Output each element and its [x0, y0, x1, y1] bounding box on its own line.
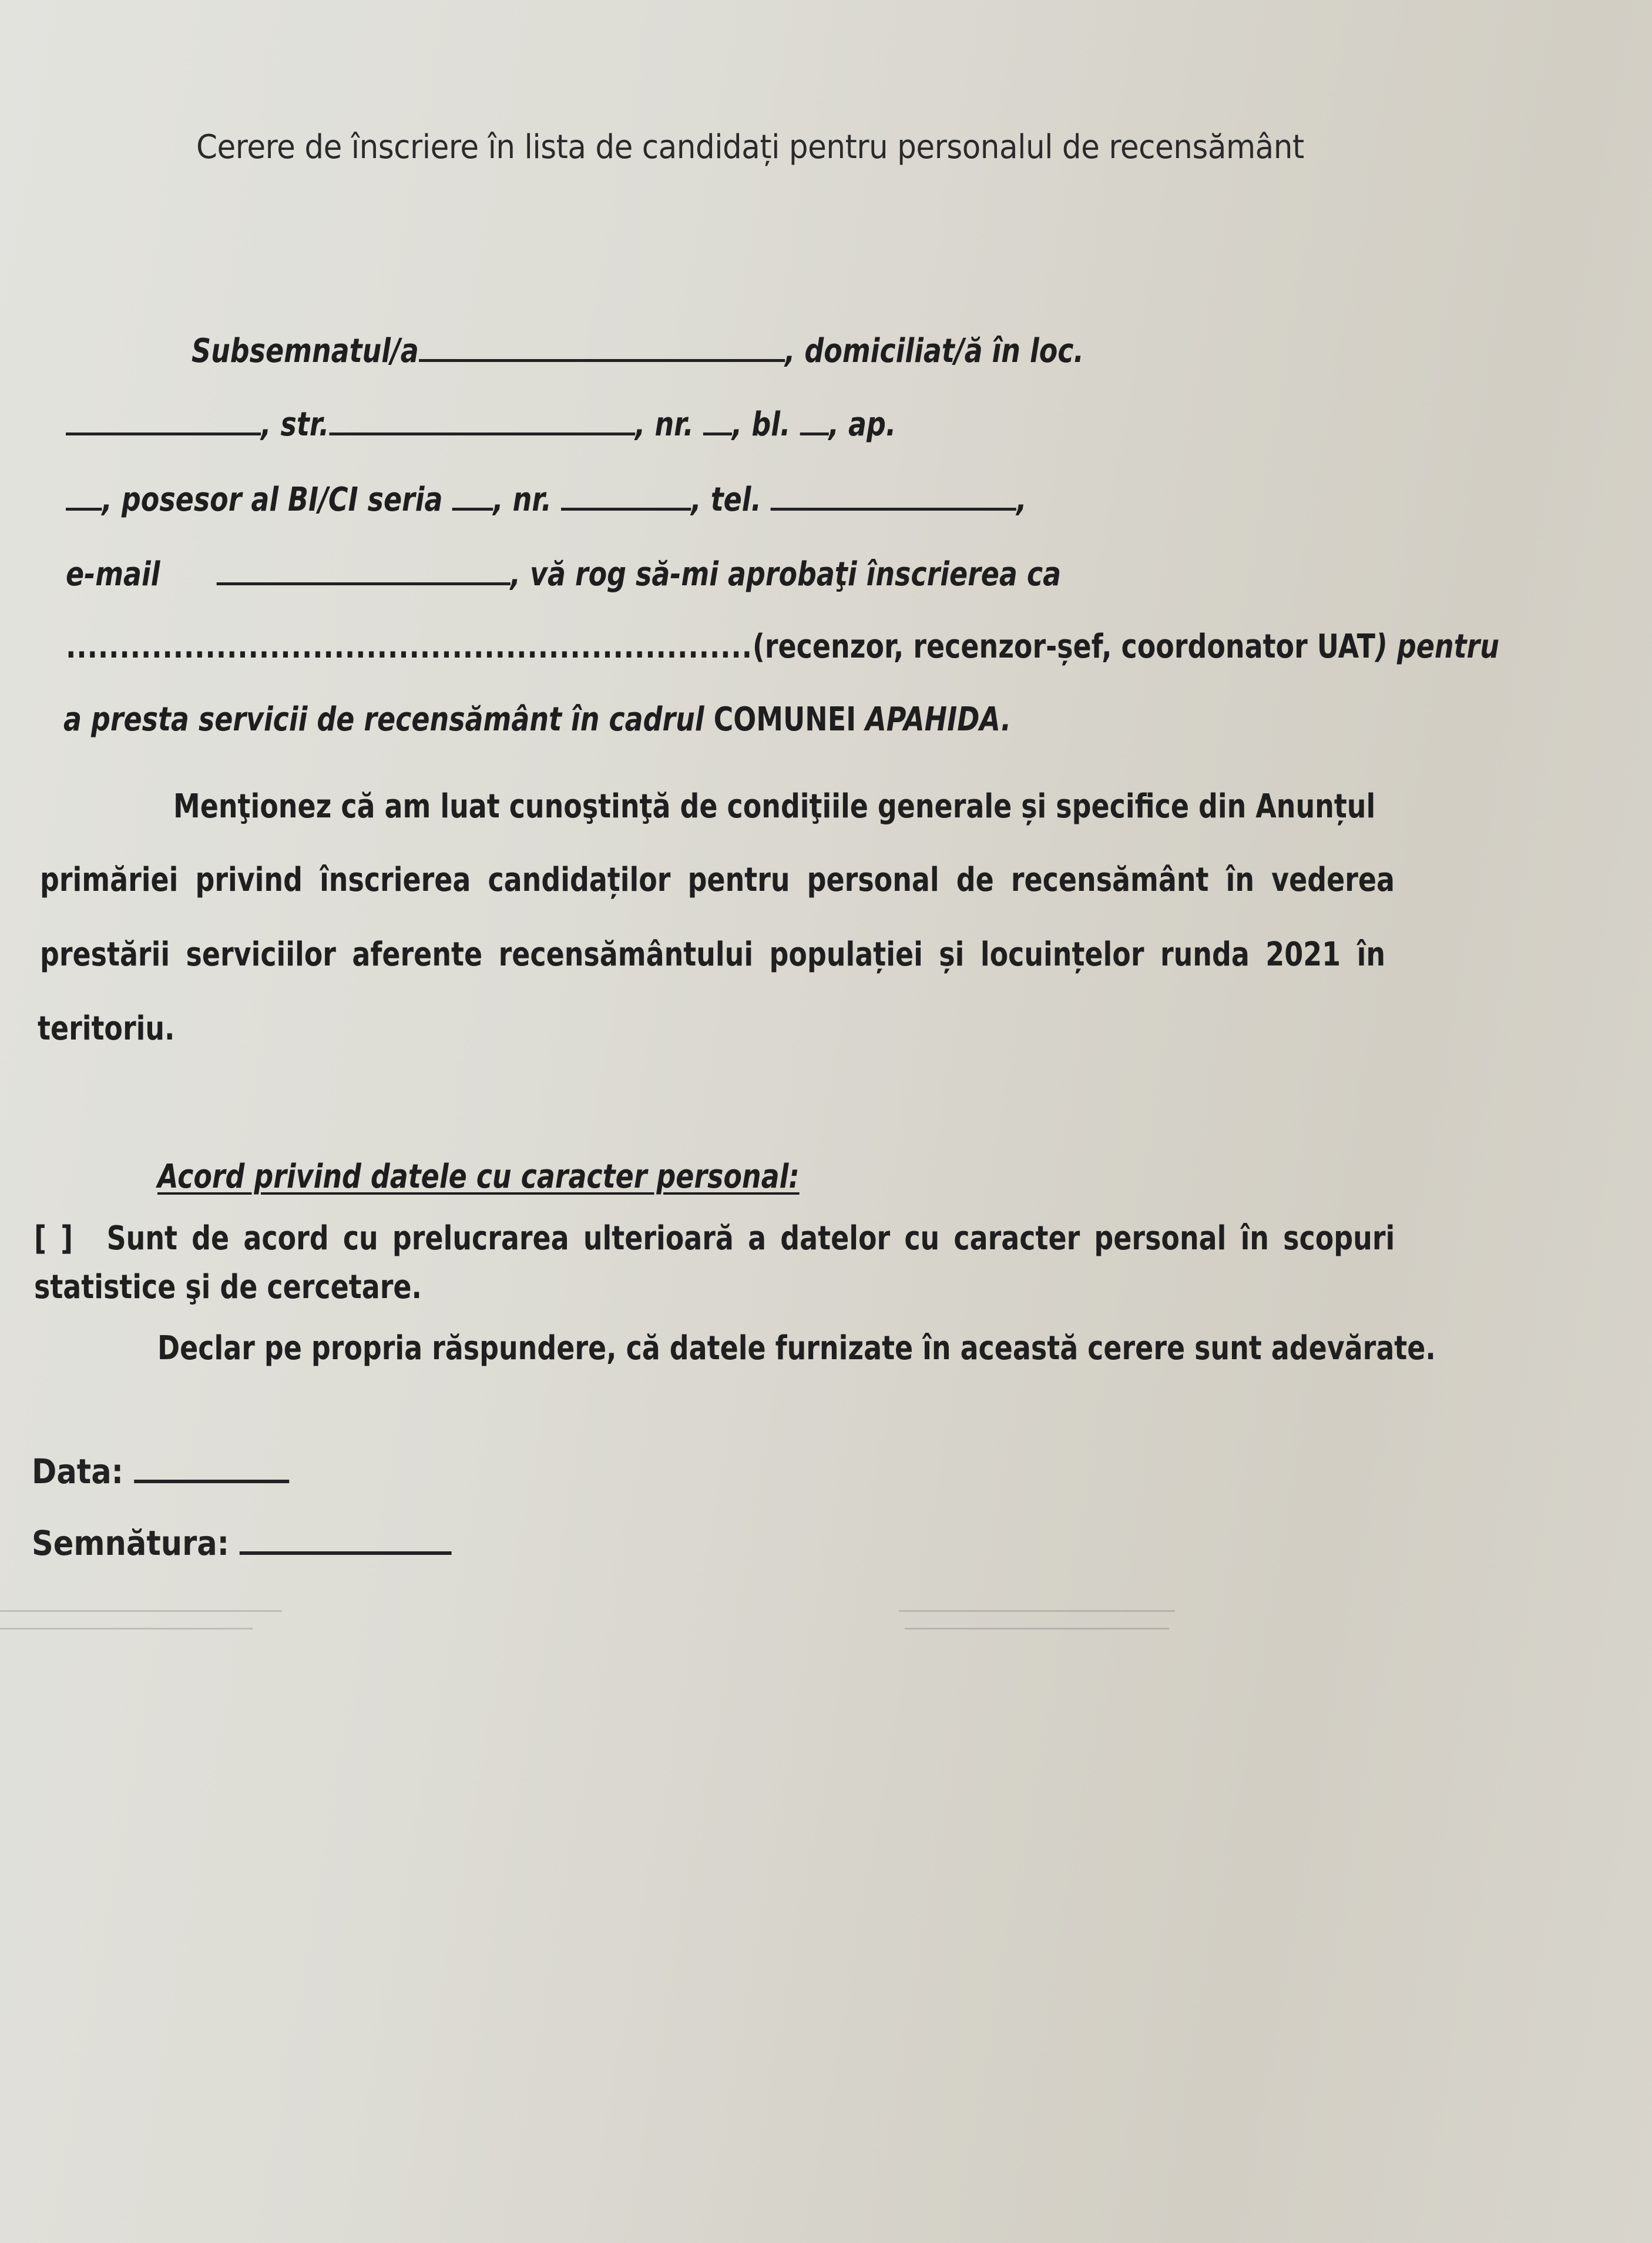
- show-through-mark: [0, 1628, 253, 1630]
- entity-name-upright: COMUNEI: [713, 700, 866, 739]
- form-line-address: [66, 405, 896, 444]
- services-text: a presta servicii de recensământ în cadrul: [63, 700, 714, 739]
- trailing-comma: ,: [1016, 481, 1027, 519]
- show-through-mark: [905, 1628, 1169, 1630]
- role-field[interactable]: ................................................................: [66, 628, 753, 666]
- role-options: (recenzor, recenzor-șef, coordonator UAT: [752, 628, 1375, 666]
- form-line-email: [66, 555, 1061, 594]
- form-line-name: [192, 332, 1084, 370]
- date-field[interactable]: [134, 1456, 289, 1483]
- document-title: Cerere de înscriere în lista de candidați pentru personalul de recensământ: [196, 128, 1304, 166]
- label-posesor: , posesor al BI/CI seria: [102, 481, 443, 519]
- consent-text: Sunt de acord cu prelucrarea ulterioară a datelor cu caracter personal în scopuri: [106, 1219, 1395, 1258]
- declaration-text: Declar pe propria răspundere, că datele furnizate în această cerere sunt adevărate.: [157, 1329, 1436, 1367]
- signature-row: [32, 1523, 452, 1563]
- name-field[interactable]: [419, 336, 785, 362]
- label-domicile: , domiciliat/ă în loc.: [784, 332, 1084, 370]
- date-row: [32, 1451, 289, 1491]
- show-through-mark: [0, 1610, 282, 1612]
- label-street: , str.: [261, 405, 330, 444]
- consent-checkbox[interactable]: [ ]: [34, 1219, 73, 1258]
- show-through-mark: [899, 1610, 1175, 1612]
- label-email: e-mail: [66, 555, 160, 594]
- signature-label: Semnătura:: [32, 1523, 230, 1563]
- label-nr: , nr.: [635, 405, 694, 444]
- email-request-text: , vă rog să-mi aprobaţi înscrierea ca: [510, 555, 1062, 594]
- form-line-role: [66, 628, 1499, 666]
- email-field[interactable]: [216, 559, 510, 585]
- consent-line-1: [34, 1219, 1395, 1258]
- block-field[interactable]: [800, 409, 828, 435]
- apartment-field[interactable]: [66, 484, 102, 511]
- form-line-id: [66, 481, 1027, 519]
- label-tel: , tel.: [691, 481, 762, 519]
- number-field[interactable]: [703, 409, 732, 435]
- consent-heading: Acord privind datele cu caracter personal:: [157, 1158, 800, 1196]
- statement-line-1: Menţionez că am luat cunoştinţă de condiţiile generale și specifice din Anunțul: [173, 787, 1376, 826]
- consent-line-2: statistice şi de cercetare.: [34, 1268, 422, 1306]
- statement-line-4: teritoriu.: [38, 1010, 175, 1048]
- phone-field[interactable]: [771, 484, 1016, 511]
- role-suffix: ) pentru: [1375, 628, 1499, 666]
- form-line-entity: [63, 700, 1011, 739]
- id-series-field[interactable]: [452, 484, 493, 511]
- signature-field[interactable]: [240, 1528, 452, 1555]
- id-number-field[interactable]: [561, 484, 691, 511]
- label-id-nr: , nr.: [493, 481, 552, 519]
- label-name: Subsemnatul/a: [192, 332, 419, 370]
- locality-field[interactable]: [66, 409, 261, 435]
- street-field[interactable]: [329, 409, 635, 435]
- label-ap: , ap.: [828, 405, 896, 444]
- date-label: Data:: [32, 1451, 124, 1491]
- entity-name-italic: APAHIDA.: [865, 700, 1012, 739]
- statement-line-2: primăriei privind înscrierea candidaților pentru personal de recensământ în vederea: [40, 861, 1395, 899]
- statement-line-3: prestării serviciilor aferente recensământului populației și locuințelor runda 2021 în: [40, 936, 1386, 974]
- label-bl: , bl.: [731, 405, 791, 444]
